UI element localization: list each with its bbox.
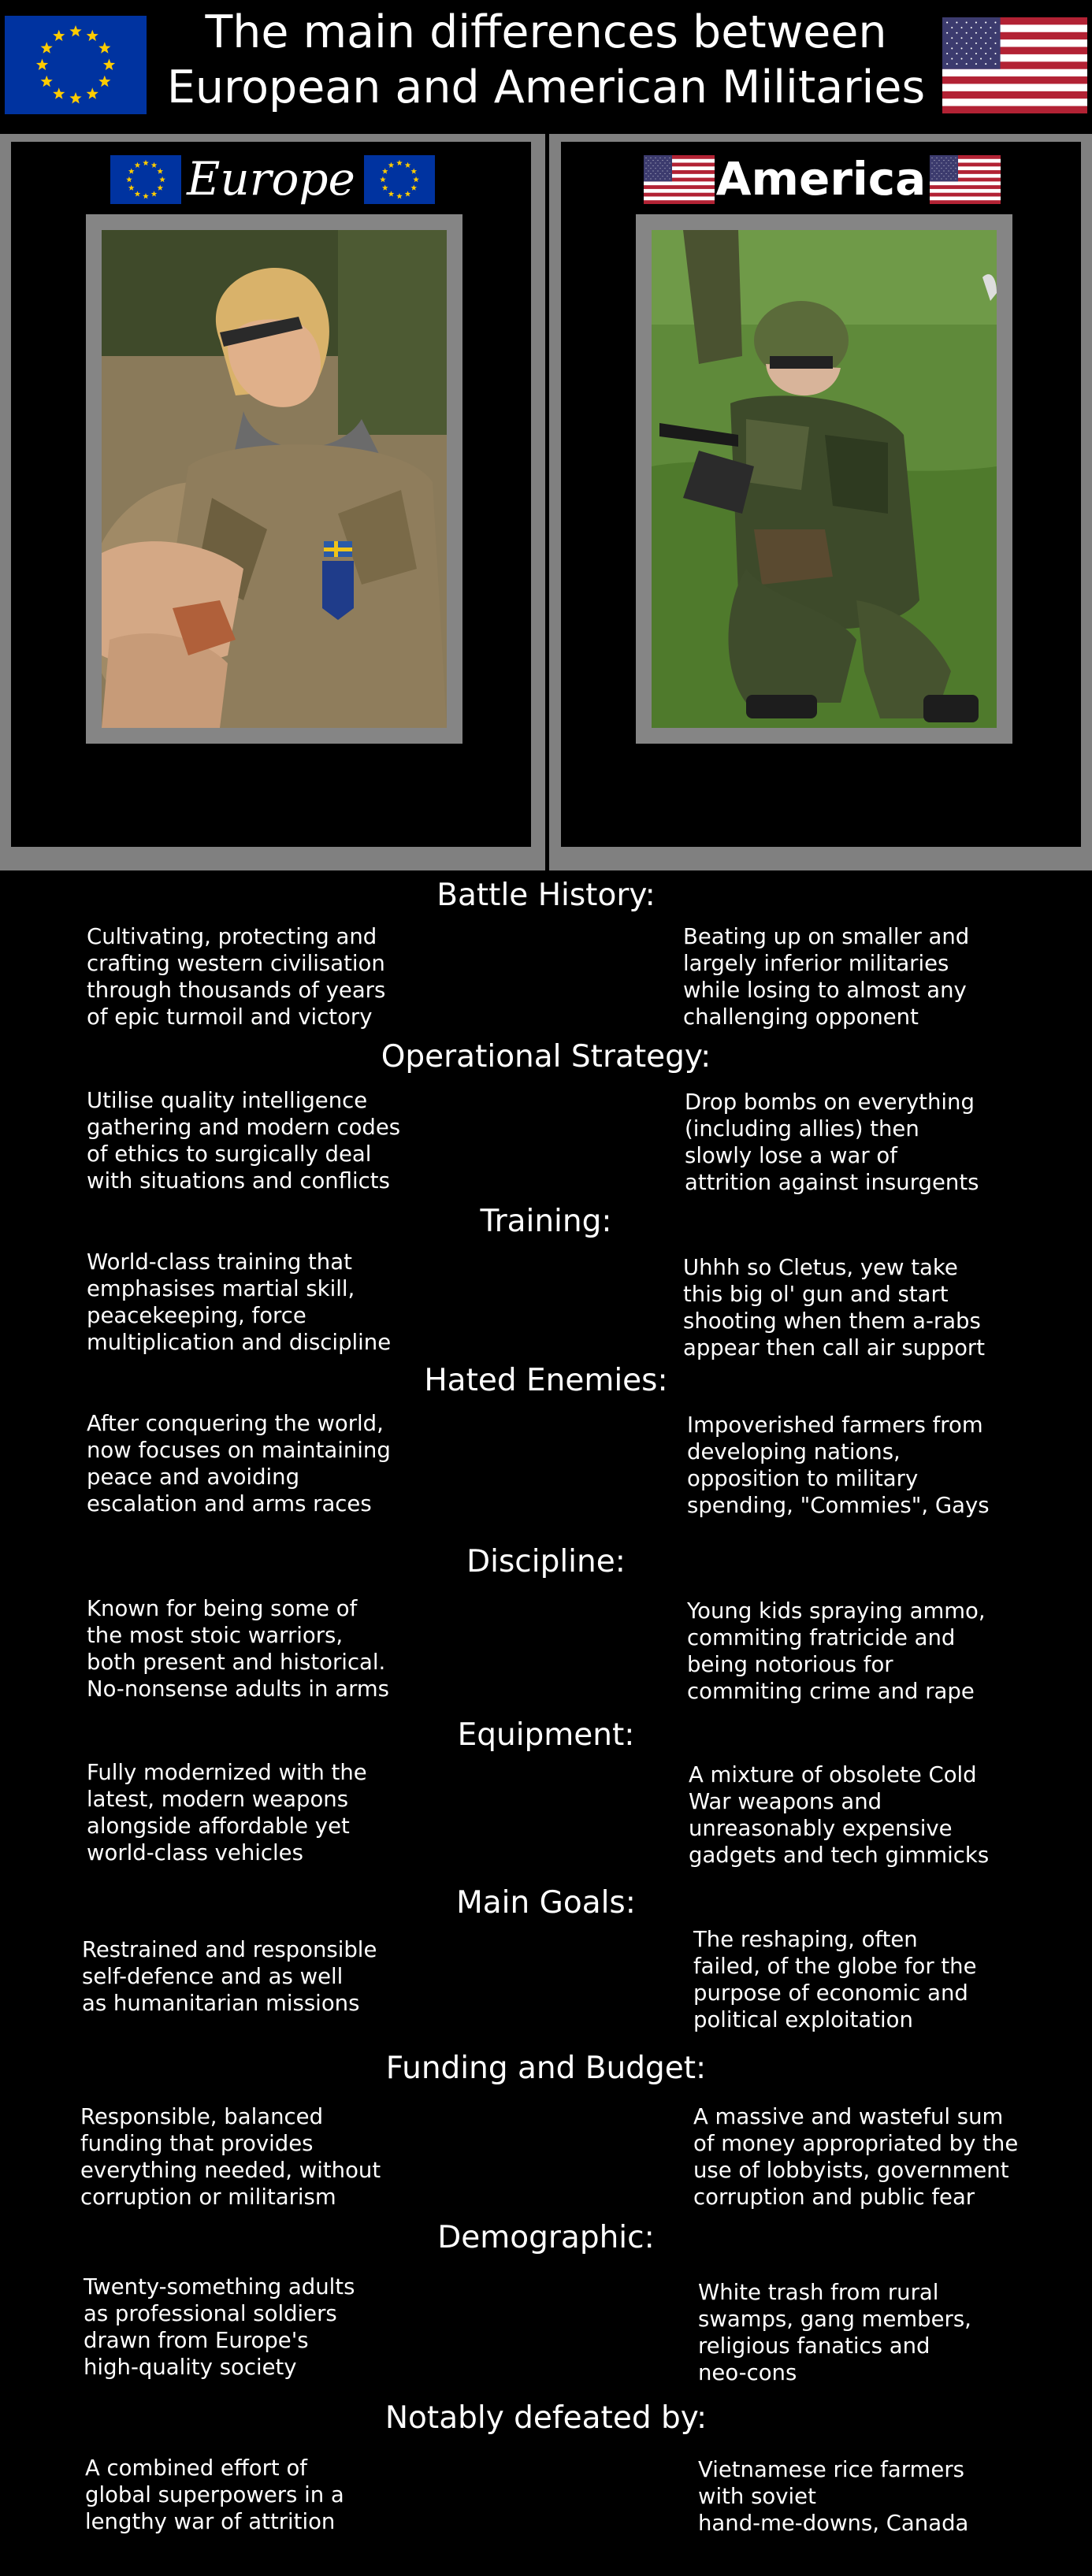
text-line: Restrained and responsible	[82, 1937, 377, 1962]
text-line: largely inferior militaries	[683, 951, 949, 976]
text-line: gathering and modern codes	[87, 1115, 401, 1140]
text-line: shooting when them a-rabs	[683, 1308, 981, 1334]
section-heading-discipline: Discipline:	[466, 1544, 626, 1579]
text-line: Cultivating, protecting and	[87, 924, 377, 949]
text-line: corruption and public fear	[693, 2184, 975, 2210]
section-heading-operational-strategy: Operational Strategy:	[381, 1039, 711, 1075]
text-line: commiting fratricide and	[687, 1625, 956, 1650]
text-line: latest, modern weapons	[87, 1787, 349, 1812]
kneeling-soldier-photo	[652, 230, 997, 728]
europe-demographic	[84, 2273, 355, 2381]
text-line: Beating up on smaller and	[683, 924, 970, 949]
america-demographic	[698, 2279, 971, 2386]
text-line: Utilise quality intelligence	[87, 1088, 368, 1113]
title-line-2: European and American Militaries	[166, 61, 926, 113]
text-line: gadgets and tech gimmicks	[689, 1843, 990, 1868]
page-title	[142, 5, 950, 115]
female-soldier-photo	[102, 230, 447, 728]
text-line: White trash from rural	[698, 2280, 939, 2305]
europe-label: Europe	[187, 152, 355, 206]
europe-hated-enemies	[87, 1410, 391, 1517]
section-heading-funding-and-budget: Funding and Budget:	[385, 2051, 707, 2086]
text-line: through thousands of years	[87, 978, 386, 1003]
text-line: A massive and wasteful sum	[693, 2104, 1004, 2129]
text-line: neo-cons	[698, 2360, 797, 2385]
text-line: drawn from Europe's	[84, 2328, 309, 2353]
america-label: America	[715, 152, 927, 206]
text-line: religious fanatics and	[698, 2333, 930, 2359]
text-line: Uhhh so Cletus, yew take	[683, 1255, 958, 1280]
text-line: War weapons and	[689, 1789, 882, 1814]
text-line: developing nations,	[687, 1439, 901, 1464]
text-line: purpose of economic and	[693, 1980, 968, 2006]
text-line: No-nonsense adults in arms	[87, 1676, 390, 1702]
text-line: with soviet	[698, 2484, 816, 2509]
text-line: peacekeeping, force	[87, 1303, 306, 1328]
panel-divider	[545, 134, 549, 870]
america-operational-strategy	[685, 1089, 979, 1196]
text-line: The reshaping, often	[693, 1927, 918, 1952]
europe-discipline	[87, 1595, 389, 1702]
text-line: Drop bombs on everything	[685, 1089, 975, 1115]
text-line: A combined effort of	[85, 2455, 307, 2481]
text-line: unreasonably expensive	[689, 1816, 953, 1841]
text-line: escalation and arms races	[87, 1491, 372, 1516]
section-heading-training: Training:	[480, 1204, 612, 1239]
europe-battle-history	[87, 923, 385, 1030]
america-discipline	[687, 1598, 986, 1705]
text-line: Fully modernized with the	[87, 1760, 367, 1785]
section-heading-main-goals: Main Goals:	[456, 1885, 636, 1921]
section-heading-hated-enemies: Hated Enemies:	[424, 1363, 668, 1398]
america-panel-header	[561, 151, 1081, 206]
text-line: being notorious for	[687, 1652, 893, 1677]
text-line: this big ol' gun and start	[683, 1282, 949, 1307]
photo-panels	[0, 134, 1092, 870]
text-line: as humanitarian missions	[82, 1991, 360, 2016]
text-line: commiting crime and rape	[687, 1679, 975, 1704]
america-funding-and-budget	[693, 2103, 1018, 2210]
eu-flag-icon	[5, 16, 147, 114]
europe-photo-frame	[86, 214, 462, 744]
europe-panel	[11, 142, 531, 847]
europe-operational-strategy	[87, 1087, 400, 1194]
text-line: corruption or militarism	[80, 2184, 336, 2210]
text-line: emphasises martial skill,	[87, 1276, 355, 1301]
text-line: of epic turmoil and victory	[87, 1004, 373, 1030]
europe-training	[87, 1249, 391, 1356]
text-line: Twenty-something adults	[84, 2274, 355, 2299]
text-line: attrition against insurgents	[685, 1170, 979, 1195]
text-line: now focuses on maintaining	[87, 1438, 391, 1463]
text-line: use of lobbyists, government	[693, 2158, 1009, 2183]
america-photo-frame	[636, 214, 1012, 744]
text-line: peace and avoiding	[87, 1464, 300, 1490]
europe-funding-and-budget	[80, 2103, 381, 2210]
america-panel	[561, 142, 1081, 847]
text-line: funding that provides	[80, 2131, 314, 2156]
text-line: opposition to military	[687, 1466, 919, 1491]
europe-panel-header	[11, 151, 531, 206]
america-notably-defeated-by	[698, 2456, 968, 2537]
america-main-goals	[693, 1926, 977, 2033]
europe-main-goals	[82, 1936, 377, 2017]
text-line: crafting western civilisation	[87, 951, 385, 976]
text-line: Responsible, balanced	[80, 2104, 324, 2129]
text-line: self-defence and as well	[82, 1964, 344, 1989]
america-equipment	[689, 1761, 989, 1869]
title-line-1: The main differences between	[205, 6, 887, 58]
text-line: After conquering the world,	[87, 1411, 384, 1436]
text-line: of ethics to surgically deal	[87, 1141, 372, 1167]
america-hated-enemies	[687, 1412, 990, 1519]
section-heading-demographic: Demographic:	[437, 2220, 655, 2255]
header	[0, 0, 1092, 134]
section-heading-battle-history: Battle History:	[436, 878, 656, 913]
text-line: everything needed, without	[80, 2158, 381, 2183]
text-line: Impoverished farmers from	[687, 1412, 983, 1438]
text-line: political exploitation	[693, 2007, 913, 2032]
text-line: as professional soldiers	[84, 2301, 337, 2326]
text-line: slowly lose a war of	[685, 1143, 897, 1168]
text-line: the most stoic warriors,	[87, 1623, 344, 1648]
text-line: world-class vehicles	[87, 1840, 303, 1865]
text-line: World-class training that	[87, 1249, 352, 1275]
text-line: failed, of the globe for the	[693, 1954, 977, 1979]
text-line: alongside affordable yet	[87, 1813, 350, 1839]
america-battle-history	[683, 923, 969, 1030]
eu-flag-icon	[364, 155, 435, 204]
text-line: with situations and conflicts	[87, 1168, 390, 1193]
text-line: A mixture of obsolete Cold	[689, 1762, 977, 1787]
text-line: multiplication and discipline	[87, 1330, 392, 1355]
text-line: appear then call air support	[683, 1335, 985, 1360]
text-line: Young kids spraying ammo,	[687, 1598, 986, 1624]
section-heading-notably-defeated-by: Notably defeated by:	[384, 2400, 708, 2436]
text-line: both present and historical.	[87, 1650, 386, 1675]
europe-notably-defeated-by	[85, 2455, 344, 2535]
text-line: swamps, gang members,	[698, 2307, 971, 2332]
text-line: Known for being some of	[87, 1596, 358, 1621]
text-line: high-quality society	[84, 2355, 297, 2380]
text-line: challenging opponent	[683, 1004, 919, 1030]
america-training	[683, 1254, 985, 1361]
us-flag-icon	[942, 17, 1087, 113]
text-line: Vietnamese rice farmers	[698, 2457, 964, 2482]
text-line: spending, "Commies", Gays	[687, 1493, 990, 1518]
text-line: lengthy war of attrition	[85, 2509, 336, 2534]
text-line: of money appropriated by the	[693, 2131, 1019, 2156]
text-line: (including allies) then	[685, 1116, 919, 1141]
text-line: hand-me-downs, Canada	[698, 2511, 969, 2536]
europe-equipment	[87, 1759, 367, 1866]
text-line: while losing to almost any	[683, 978, 967, 1003]
us-flag-icon	[930, 155, 1001, 204]
text-line: global superpowers in a	[85, 2482, 344, 2507]
section-heading-equipment: Equipment:	[457, 1717, 635, 1753]
